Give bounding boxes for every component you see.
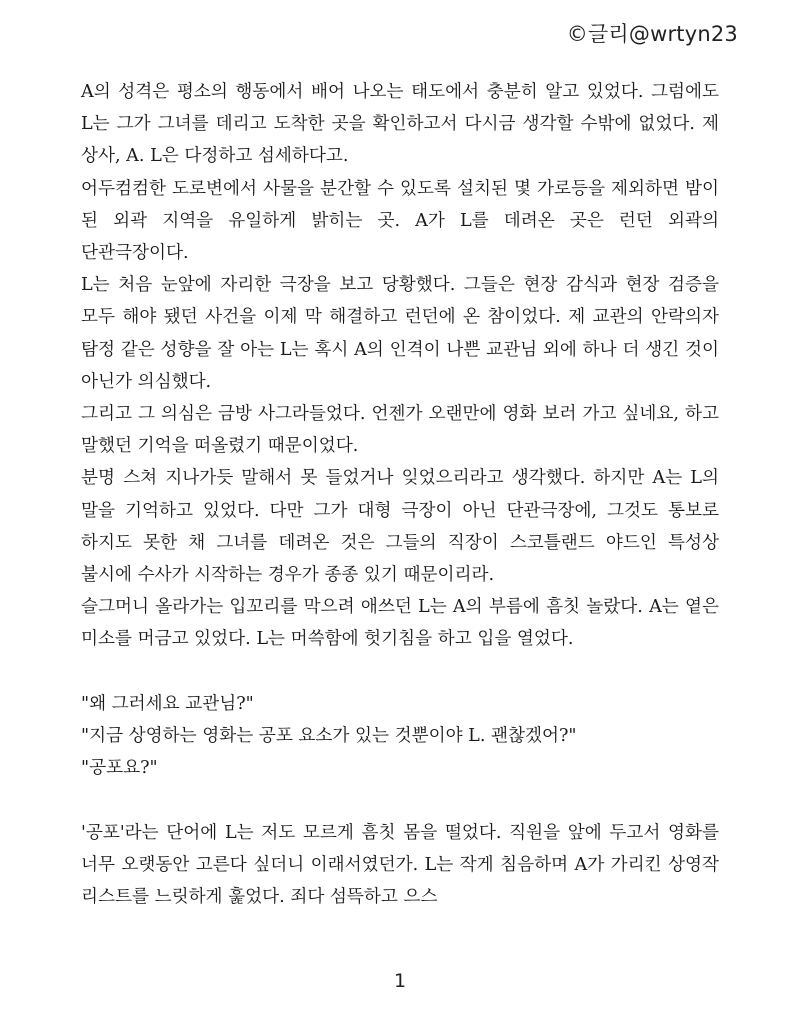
paragraph-1: A의 성격은 평소의 행동에서 배어 나오는 태도에서 충분히 알고 있었다. 그럼에도 L는 그가 그녀를 데리고 도착한 곳을 확인하고서 다시금 생각할 수밖에 없었다. 제 상사, A. L은 다정하고 섬세하다고. bbox=[81, 82, 719, 167]
blank-line bbox=[81, 784, 719, 816]
author-credit: ©글리@wrtyn23 bbox=[566, 22, 738, 46]
dialogue-line-1: "왜 그러세요 교관님?" bbox=[81, 693, 254, 714]
paragraph-4: 그리고 그 의심은 금방 사그라들었다. 언젠가 오랜만에 영화 보러 가고 싶네요, 하고 말했던 기억을 떠올렸기 때문이었다. bbox=[81, 404, 719, 457]
paragraph-3: L는 처음 눈앞에 자리한 극장을 보고 당황했다. 그들은 현장 감식과 현장 검증을 모두 해야 됐던 사건을 이제 막 해결하고 런던에 온 참이었다. 제 교관의 안락의자 탐정 같은 성향을 잘 아는 L는 혹시 A의 인격이 나쁜 교관님 외에 하나 더 생긴 것이 아닌가 의심했다. bbox=[81, 275, 719, 392]
paragraph-2: 어두컴컴한 도로변에서 사물을 분간할 수 있도록 설치된 몇 가로등을 제외하면 밤이 된 외곽 지역을 유일하게 밝히는 곳. A가 L를 데려온 곳은 런던 외곽의 단관극장이다. bbox=[81, 178, 719, 264]
page-number: 1 bbox=[393, 970, 407, 992]
dialogue-line-2: "지금 상영하는 영화는 공포 요소가 있는 것뿐이야 L. 괜찮겠어?" bbox=[81, 726, 577, 747]
closing-paragraph: '공포'라는 단어에 L는 저도 모르게 흠칫 몸을 떨었다. 직원을 앞에 두고서 영화를 너무 오랫동안 고른다 싶더니 이래서였던가. L는 작게 침음하며 A가 가리킨 상영작 리스트를 느릿하게 훑었다. 죄다 섬뜩하고 으스 bbox=[81, 822, 719, 908]
blank-line bbox=[81, 656, 719, 688]
paragraph-5: 분명 스쳐 지나가듯 말해서 못 들었거나 잊었으리라고 생각했다. 하지만 A는 L의 말을 기억하고 있었다. 다만 그가 대형 극장이 아닌 단관극장에, 그것도 통보로 하지도 못한 채 그녀를 데려온 것은 그들의 직장이 스코틀랜드 야드인 특성상 불시에 수사가 시작하는 경우가 종종 있기 때문이리라. bbox=[81, 468, 719, 586]
paragraph-6: 슬그머니 올라가는 입꼬리를 막으려 애쓰던 L는 A의 부름에 흠칫 놀랐다. A는 옅은 미소를 머금고 있었다. L는 머쓱함에 헛기침을 하고 입을 열었다. bbox=[81, 597, 719, 650]
document-body bbox=[81, 76, 719, 913]
dialogue-line-3: "공포요?" bbox=[81, 758, 158, 779]
